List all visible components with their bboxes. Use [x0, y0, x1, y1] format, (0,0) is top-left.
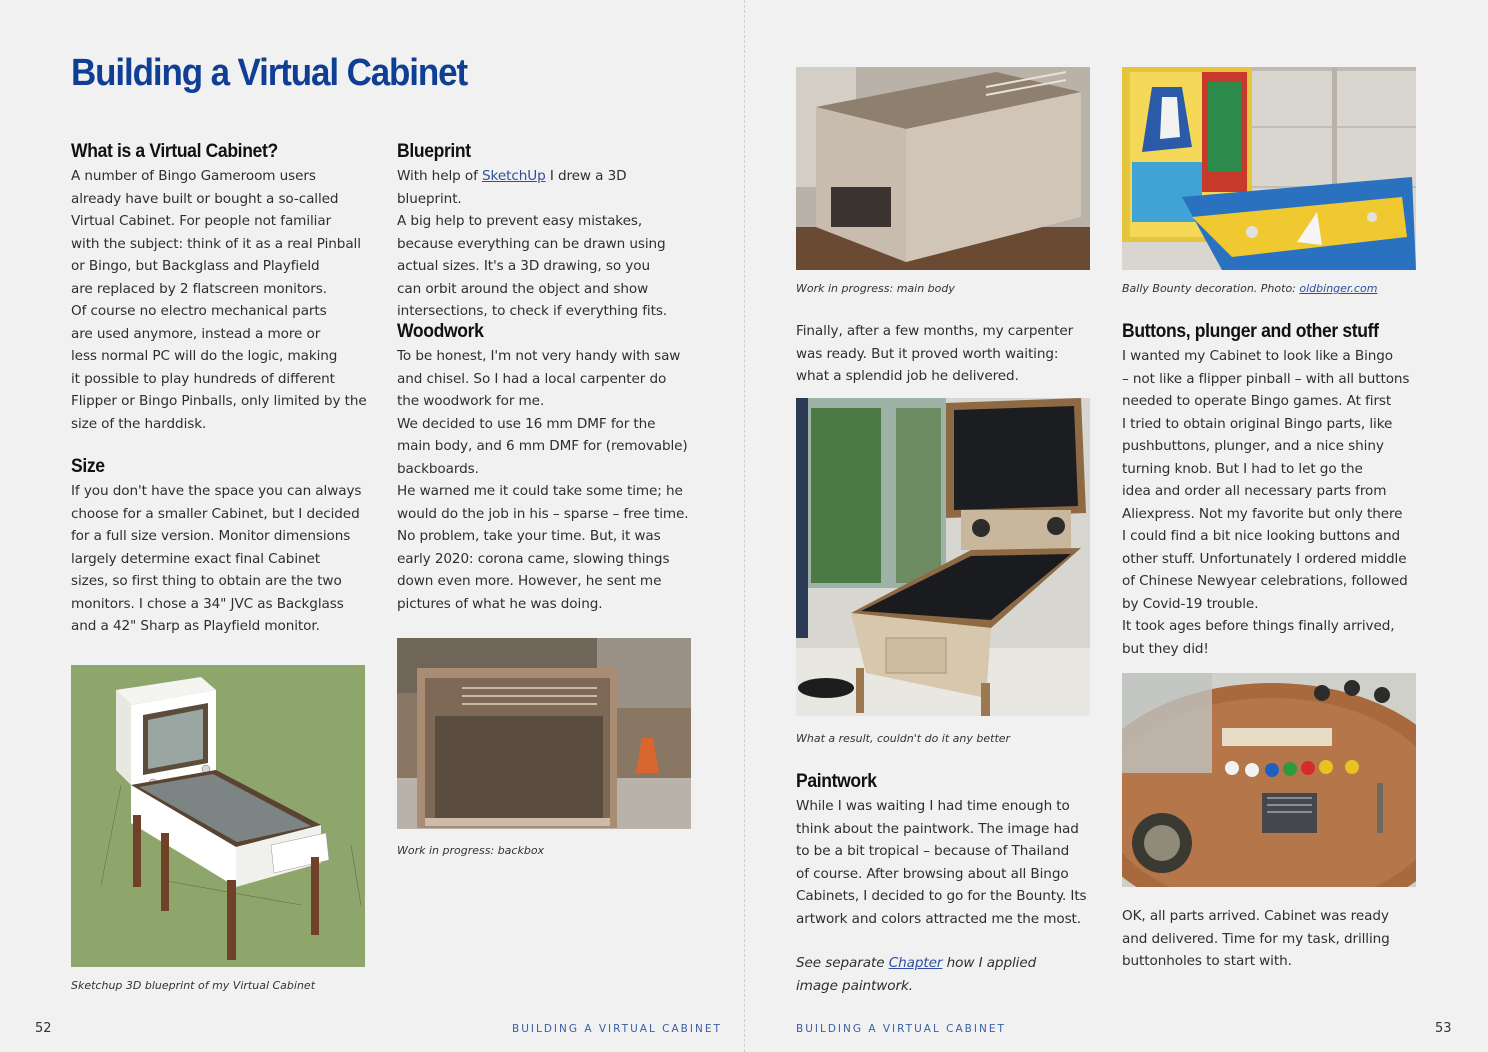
- column-woodwork: [397, 318, 693, 615]
- text-woodwork: To be honest, I'm not very handy with saw and chisel. So I had a local carpenter do the woodwork for me. We decided to use 16 mm DMF for the main body, and 6 mm DMF for (removable) backboards. He warned me it could take some time; he would do the job in his – sparse – free time. No problem, take your time. But, it was early 2020: corona came, slowing things down even more. However, he sent me pictures of what he was doing.: [397, 348, 689, 612]
- caption-bally-bounty: [1122, 282, 1377, 295]
- column-size: [71, 453, 367, 638]
- page-number-left: 52: [35, 1021, 52, 1036]
- bally-bounty-photo: [1122, 67, 1416, 270]
- text-see-chapter: [796, 952, 1092, 997]
- backbox-photo: [397, 638, 691, 829]
- heading-woodwork: Woodwork: [397, 320, 484, 342]
- see-chapter-post: how I applied image paintwork.: [796, 955, 1037, 994]
- blueprint-text-pre: With help of: [397, 168, 483, 184]
- column-parts: [1122, 905, 1418, 973]
- heading-size: Size: [71, 455, 105, 477]
- heading-blueprint: Blueprint: [397, 140, 471, 162]
- oldbinger-link[interactable]: oldbinger.com: [1299, 282, 1378, 295]
- finished-cabinet-photo: [796, 398, 1090, 716]
- footer-right: BUILDING A VIRTUAL CABINET: [796, 1023, 1006, 1035]
- heading-paintwork: Paintwork: [796, 770, 877, 792]
- text-parts: OK, all parts arrived. Cabinet was ready and delivered. Time for my task, drilling buttonholes to start with.: [1122, 908, 1390, 969]
- caption-main-body: Work in progress: main body: [796, 282, 955, 295]
- main-body-photo: [796, 67, 1090, 270]
- text-buttons: I wanted my Cabinet to look like a Bingo – not like a flipper pinball – with all buttons needed to operate Bingo games. At first I tried to obtain original Bingo parts, like pushbuttons, plunger, and a nice shiny turning knob. But I had to let go the idea and order all necessary parts from Aliexpress. Not my favorite but only there I could find a bit nice looking buttons and other stuff. Unfortunately I ordered middle of Chinese Newyear celebrations, followed by Covid-19 trouble. It took ages before things finally arrived, but they did!: [1122, 348, 1410, 657]
- heading-what-is: What is a Virtual Cabinet?: [71, 140, 278, 162]
- page-number-right: 53: [1435, 1021, 1452, 1036]
- text-what-is: A number of Bingo Gameroom users already have built or bought a so-called Virtual Cabinet. For people not familiar with the subject: think of it as a real Pinball or Bingo, but Backglass and Playfield are replaced by 2 flatscreen monitors. Of course no electro mechanical parts are used anymore, instead a more or less normal PC will do the logic, making it possible to play hundreds of different Flipper or Bingo Pinballs, only limited by the size of the harddisk.: [71, 168, 367, 432]
- column-what-is: [71, 138, 367, 435]
- caption-sketchup: Sketchup 3D blueprint of my Virtual Cabinet: [71, 979, 316, 992]
- page-title: Building a Virtual Cabinet: [71, 52, 468, 94]
- text-finally: Finally, after a few months, my carpenter was ready. But it proved worth waiting: what a splendid job he delivered.: [796, 323, 1074, 384]
- text-size: If you don't have the space you can always choose for a smaller Cabinet, but I decided for a full size version. Monitor dimensions largely determine exact final Cabinet sizes, so first thing to obtain are the two monitors. I chose a 34" JVC as Backglass and a 42" Sharp as Playfield monitor.: [71, 483, 362, 634]
- caption-bally-text: Bally Bounty decoration. Photo:: [1122, 282, 1300, 295]
- parts-photo: [1122, 673, 1416, 887]
- footer-left: BUILDING A VIRTUAL CABINET: [512, 1023, 722, 1035]
- column-finally: [796, 320, 1092, 388]
- sketchup-link[interactable]: SketchUp: [482, 168, 546, 184]
- column-paintwork: [796, 768, 1092, 997]
- sketchup-blueprint-image: [71, 665, 365, 967]
- caption-result: What a result, couldn't do it any better: [796, 732, 1011, 745]
- text-blueprint: [397, 165, 693, 323]
- column-blueprint: [397, 138, 693, 323]
- caption-backbox: Work in progress: backbox: [397, 844, 545, 857]
- heading-buttons: Buttons, plunger and other stuff: [1122, 320, 1379, 342]
- blueprint-text-post: I drew a 3D blueprint. A big help to prevent easy mistakes, because everything can be drawn using actual sizes. It's a 3D drawing, so you can orbit around the object and show intersections, to check if everything fits.: [397, 168, 668, 319]
- text-paintwork: While I was waiting I had time enough to think about the paintwork. The image had to be a bit tropical – because of Thailand of course. After browsing about all Bingo Cabinets, I decided to go for the Bounty. Its artwork and colors attracted me the most.: [796, 798, 1087, 927]
- column-buttons: [1122, 318, 1418, 660]
- see-chapter-pre: See separate: [796, 955, 889, 971]
- page-spine: [744, 0, 745, 1052]
- chapter-link[interactable]: Chapter: [888, 955, 943, 971]
